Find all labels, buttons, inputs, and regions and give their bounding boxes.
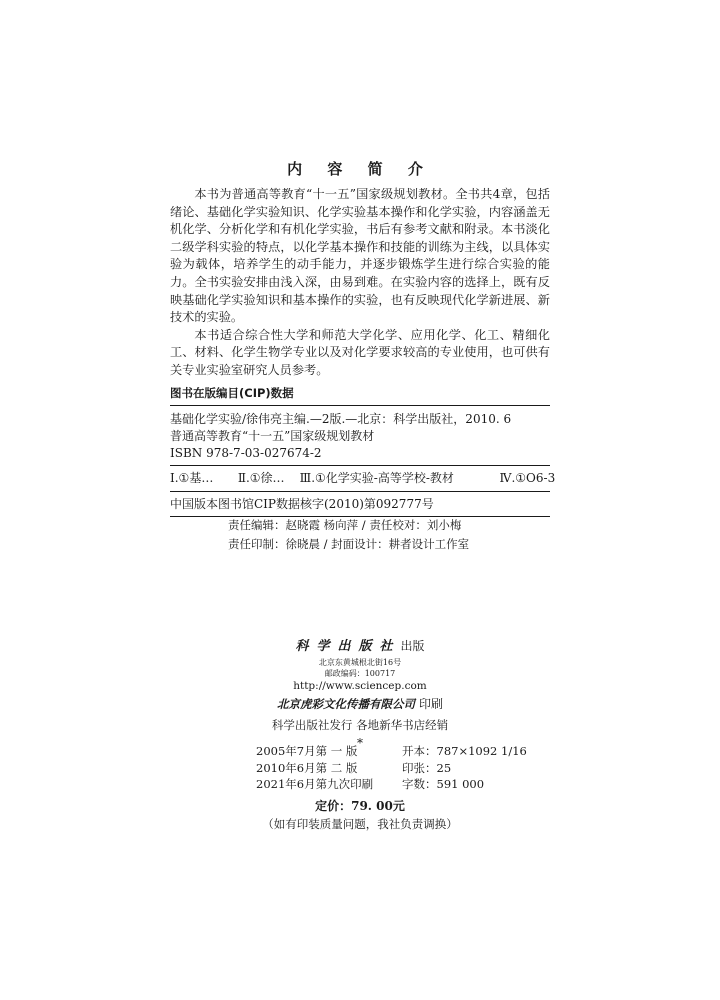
edition-row: [256, 743, 527, 760]
quality-note: （如有印装质量问题，我社负责调换）: [262, 817, 458, 831]
cip-line-isbn: ISBN 978-7-03-027674-2: [170, 446, 322, 460]
cip-classification: [170, 466, 556, 492]
summary-paragraph-2: 本书适合综合性大学和师范大学化学、应用化学、化工、精细化工、材料、化学生物学专业以及对化学要求较高的专业使用，也可供有关专业实验室研究人员参考。: [170, 327, 550, 377]
summary-title: 内 容 简 介: [287, 160, 433, 178]
cip-class-2: Ⅱ.①徐…: [237, 471, 285, 485]
publisher-postcode: 邮政编码：100717: [324, 669, 396, 678]
imprint-block: [0, 636, 720, 751]
printer-line: [0, 693, 720, 715]
edition-row: [256, 760, 527, 777]
publisher-address: 北京东黄城根北街16号: [318, 658, 402, 667]
credits-block: [228, 516, 528, 554]
printer-suffix: 印刷: [419, 697, 444, 711]
summary-paragraph-1: 本书为普通高等教育“十一五”国家级规划教材。全书共4章，包括绪论、基础化学实验知识、化学实验基本操作和化学实验，内容涵盖无机化学、分析化学和有机化学实验，书后有参考文献和附录。本书淡化二级学科实验的特点，以化学基本操作和技能的训练为主线，以具体实验为载体，培养学生的动手能力，并逐步锻炼学生进行综合实验的能力。全书实验安排由浅入深，由易到难。在实验内容的选择上，既有反映基础化学实验知识和基本操作的实验，也有反映现代化学新进展、新技术的实验。: [170, 187, 550, 325]
publisher-name: 科学出版社: [295, 639, 401, 654]
edition-row: [256, 776, 527, 793]
edition-date: 2005年7月第 一 版: [256, 744, 358, 758]
publisher-line: [0, 636, 720, 657]
edition-spec: 印张：25: [402, 760, 452, 775]
price: 定价：79. 00元: [315, 799, 405, 813]
separator-star: *: [357, 736, 363, 750]
edition-date: 2010年6月第 二 版: [256, 760, 358, 775]
printer-name: 北京虎彩文化传播有限公司: [276, 697, 415, 711]
credits-line-2: 责任印制：徐晓晨 / 封面设计：耕者设计工作室: [228, 537, 470, 551]
cip-class-3: Ⅲ.①化学实验-高等学校-教材: [299, 471, 454, 485]
edition-spec: 字数：591 000: [402, 777, 485, 791]
cip-heading: 图书在版编目(CIP)数据: [170, 385, 550, 406]
publisher-url: http://www.sciencep.com: [293, 680, 427, 692]
cip-line-series: 普通高等教育“十一五”国家级规划教材: [170, 429, 375, 443]
edition-info: [256, 743, 527, 793]
cip-class-4: Ⅳ.①O6-3: [499, 471, 556, 485]
publisher-suffix: 出版: [400, 639, 425, 653]
edition-date: 2021年6月第九次印刷: [256, 777, 374, 791]
distribution-line: 科学出版社发行 各地新华书店经销: [271, 718, 449, 732]
credits-line-1: 责任编辑：赵晓霞 杨向萍 / 责任校对：刘小梅: [228, 518, 462, 532]
cip-bibliographic: [170, 406, 550, 466]
cip-class-1: Ⅰ.①基…: [170, 471, 214, 485]
cip-block: [170, 385, 556, 517]
edition-spec: 开本：787×1092 1/16: [402, 744, 527, 758]
summary-block: [170, 186, 550, 380]
cip-record-number: 中国版本图书馆CIP数据核字(2010)第092777号: [170, 492, 550, 517]
cip-line-title: 基础化学实验/徐伟亮主编.—2版.—北京：科学出版社，2010. 6: [170, 412, 512, 426]
